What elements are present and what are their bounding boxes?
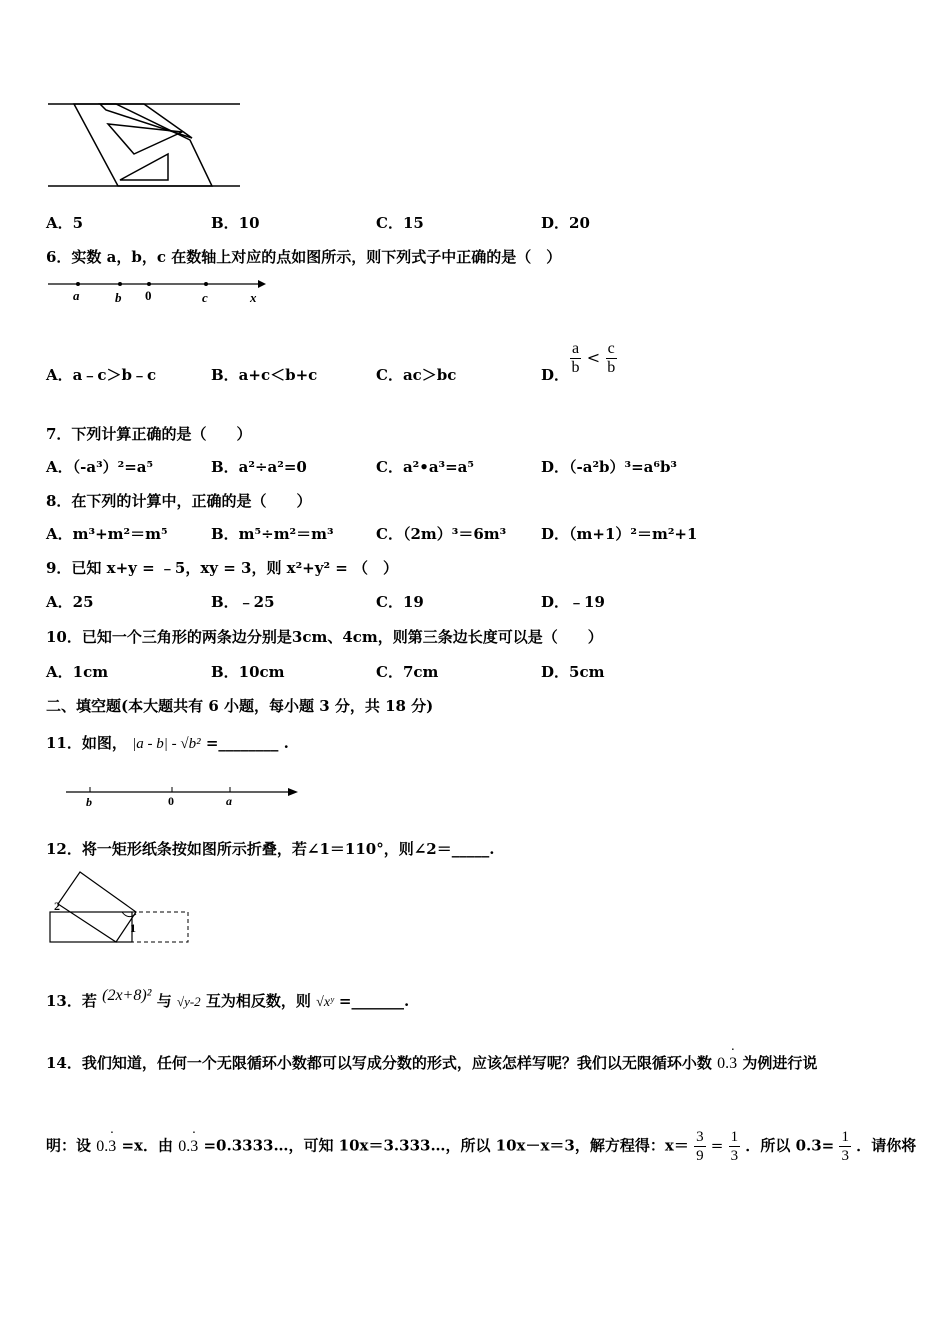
q13-mid1: 与 (156, 992, 172, 1010)
q10-option-c: C．7cm (376, 663, 439, 681)
q11-suffix: =________ . (205, 734, 289, 752)
q6-option-d-expr (570, 340, 617, 377)
q7-option-a: A．（-a³）²=a⁵ (46, 458, 154, 476)
q12-angle-2: 2 (54, 899, 60, 913)
q14-repeating-value-3: 0.3 (178, 1137, 199, 1155)
q8-stem: 8．在下列的计算中，正确的是（ ） (46, 492, 312, 510)
q6-axis-label-0: 0 (145, 288, 152, 303)
q11-axis-label-b: b (86, 795, 92, 809)
q6-d-rel: < (586, 348, 601, 367)
q13-suffix: =_______. (338, 992, 410, 1010)
q14-frac3-den: 3 (841, 1148, 849, 1164)
q10-option-b: B．10cm (211, 663, 285, 681)
q14-repeat-dot: · (730, 1043, 736, 1058)
q12-angle-1: 1 (130, 921, 136, 935)
q14-line2 (46, 1125, 917, 1165)
q9-stem: 9．已知 x+y = ﹣5，xy = 3，则 x²+y² = （ ） (46, 559, 399, 577)
q14-repeat-dot-2: · (109, 1125, 115, 1141)
q8-option-d: D．（m+1）²＝m²+1 (541, 525, 698, 543)
q6-option-d: D． (541, 366, 570, 384)
q6-d-den1: b (571, 359, 580, 376)
q12-figure (44, 868, 194, 948)
q13-prefix: 13．若 (46, 992, 97, 1010)
q11-line (46, 732, 289, 753)
q14-line2-b: =x．由 (121, 1136, 173, 1155)
q9-option-c: C．19 (376, 593, 424, 611)
q6-stem: 6．实数 a，b，c 在数轴上对应的点如图所示，则下列式子中正确的是（ ） (46, 248, 562, 266)
q9-option-d: D．﹣19 (541, 593, 605, 611)
q9-option-a: A．25 (46, 593, 94, 611)
q9-option-b: B．﹣25 (211, 593, 275, 611)
q6-axis-label-b: b (115, 290, 122, 305)
q7-option-c: C．a²•a³=a⁵ (376, 458, 474, 476)
q13-line (46, 987, 410, 1011)
q14-frac2-num: 1 (730, 1129, 739, 1145)
q7-option-d: D．（-a²b）³=a⁶b³ (541, 458, 677, 476)
q6-option-b: B．a+c＜b+c (211, 366, 318, 384)
q11-prefix: 11．如图， (46, 734, 127, 752)
q6-number-line (44, 276, 274, 308)
q6-d-num1: a (572, 340, 580, 357)
q10-option-a: A．1cm (46, 663, 109, 681)
q14-eq: = (710, 1136, 724, 1155)
q6-axis-label-x: x (250, 290, 257, 305)
q6-option-a: A．a﹣c＞b﹣c (46, 366, 157, 384)
q14-line1 (46, 1043, 818, 1073)
q5-figure (44, 96, 244, 192)
q14-frac3-num: 1 (841, 1129, 849, 1145)
q12-stem: 12．将一矩形纸条按如图所示折叠，若∠1＝110°，则∠2＝_____. (46, 840, 495, 858)
q14-line2-e: ．请你将 (856, 1136, 917, 1155)
q11-number-line (62, 780, 302, 810)
q7-stem: 7．下列计算正确的是（ ） (46, 425, 252, 443)
q14-line1-prefix: 14．我们知道，任何一个无限循环小数都可以写成分数的形式，应该怎样写呢？我们以无限循环小数 (46, 1054, 712, 1072)
q13-expr2: √y-2 (176, 994, 201, 1009)
q11-axis-label-0: 0 (168, 794, 174, 808)
q14-repeating-value-2: 0.3 (96, 1137, 117, 1155)
q5-option-b: B．10 (211, 214, 260, 232)
q13-expr1: (2x+8)² (102, 987, 152, 1004)
q10-option-d: D．5cm (541, 663, 605, 681)
q11-axis-label-a: a (226, 794, 232, 808)
q14-frac1-den: 9 (696, 1148, 704, 1164)
q14-frac2-den: 3 (730, 1148, 739, 1164)
q13-expr3: √xʸ (316, 995, 334, 1010)
q14-frac1 (694, 1128, 706, 1165)
q14-line2-a: 明：设 (46, 1136, 92, 1155)
q14-repeating-decimal-2 (96, 1125, 117, 1156)
q14-repeat-dot-3: · (191, 1125, 197, 1141)
q7-option-b: B．a²÷a²=0 (211, 458, 307, 476)
q6-axis-label-a: a (73, 288, 80, 303)
q5-option-d: D．20 (541, 214, 590, 232)
q8-option-a: A．m³+m²＝m⁵ (46, 525, 168, 543)
q14-frac1-num: 3 (696, 1129, 704, 1145)
q14-repeating-value: 0.3 (717, 1055, 738, 1072)
q14-frac2 (729, 1128, 741, 1165)
q10-stem: 10．已知一个三角形的两条边分别是3cm、4cm，则第三条边长度可以是（ ） (46, 628, 603, 646)
q13-mid2: 互为相反数，则 (205, 992, 311, 1010)
q14-repeating-decimal-3 (178, 1125, 199, 1156)
q14-frac3 (839, 1128, 851, 1165)
q5-option-a: A．5 (46, 214, 84, 232)
q6-axis-label-c: c (202, 290, 208, 305)
q14-repeating-decimal (717, 1043, 738, 1073)
q14-line2-c: =0.3333…，可知 10x＝3.333…，所以 10x－x＝3，解方程得：x＝ (203, 1136, 689, 1155)
q11-expr: |a - b| - √b² (132, 736, 201, 752)
q6-d-num2: c (607, 340, 615, 357)
q8-option-b: B．m⁵÷m²＝m³ (211, 525, 334, 543)
section-heading: 二、填空题(本大题共有 6 小题，每小题 3 分，共 18 分) (46, 697, 434, 715)
q14-line1-suffix: 为例进行说 (742, 1054, 818, 1072)
q8-option-c: C．（2m）³＝6m³ (376, 525, 507, 543)
q5-option-c: C．15 (376, 214, 424, 232)
q6-d-den2: b (607, 359, 616, 376)
q14-line2-d: ．所以 0.3= (745, 1136, 835, 1155)
q6-option-c: C．ac＞bc (376, 366, 457, 384)
